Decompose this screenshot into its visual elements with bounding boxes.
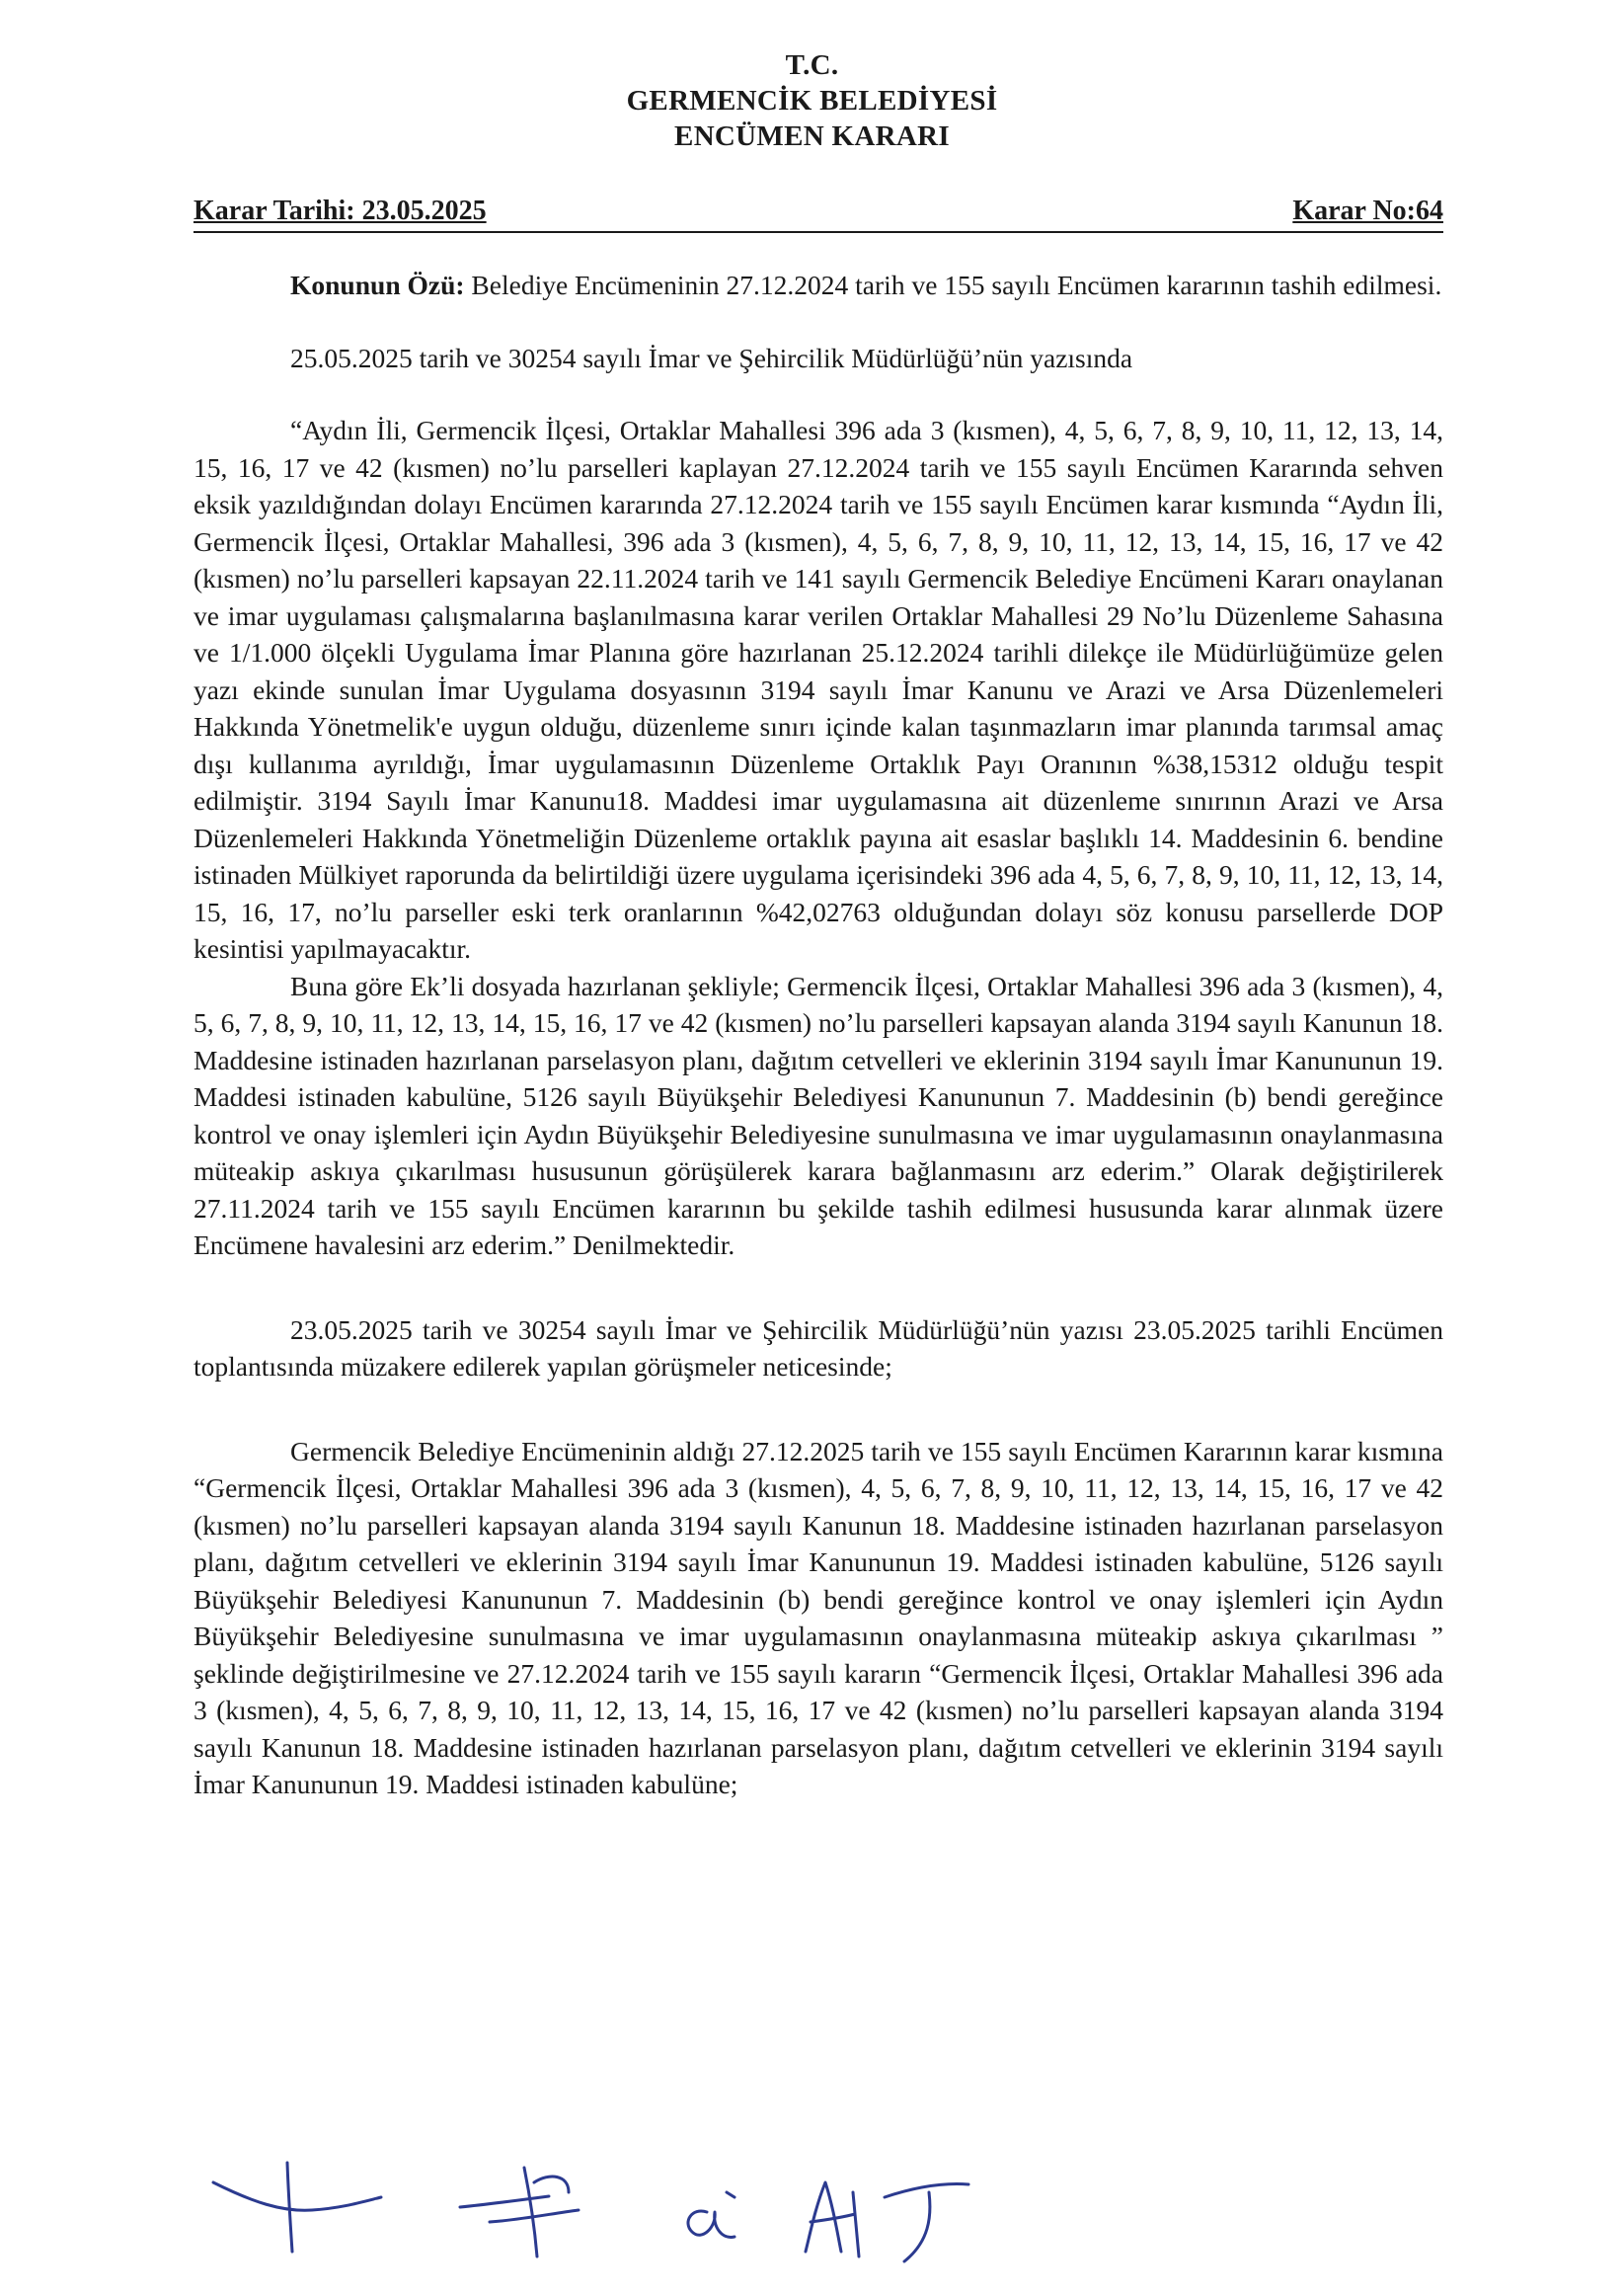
signature-5 [885, 2184, 968, 2261]
signature-3 [688, 2192, 735, 2237]
signature-marks [193, 2153, 1003, 2271]
document-header [0, 47, 1624, 154]
signature-4 [806, 2182, 859, 2256]
paragraph-4: 23.05.2025 tarih ve 30254 sayılı İmar ve Şehircilik Müdürlüğü’nün yazısı 23.05.2025 tarihli Encümen toplantısında müzakere edilerek yapılan görüşmeler neticesinde; [193, 1313, 1443, 1382]
signatures [193, 2153, 1003, 2271]
paragraph-5: Germencik Belediye Encümeninin aldığı 27.12.2025 tarih ve 155 sayılı Encümen Kararının karar kısmına “Germencik İlçesi, Ortaklar Mahallesi 396 ada 3 (kısmen), 4, 5, 6, 7, 8, 9, 10, 11, 12, 13, 14, 15, 16, 17 ve 42 (kısmen) no’lu parselleri kapsayan alanda 3194 sayılı Kanunun 18. Maddesine istinaden hazırlanan parselasyon planı, dağıtım cetvelleri ve eklerinin 3194 sayılı İmar Kanununun 19. Maddesi istinaden kabulüne, 5126 sayılı Büyükşehir Belediyesi Kanununun 7. Maddesinin (b) bendi gereğince kontrol ve onay işlemleri için Aydın Büyükşehir Belediyesine sunulmasına ve imar uygulamasının onaylanmasına müteakip askıya çıkarılması ” şeklinde değiştirilmesine ve 27.12.2024 tarih ve 155 sayılı kararın “Germencik İlçesi, Ortaklar Mahallesi 396 ada 3 (kısmen), 4, 5, 6, 7, 8, 9, 10, 11, 12, 13, 14, 15, 16, 17 ve 42 (kısmen) no’lu parselleri kapsayan alanda 3194 sayılı Kanunun 18. Maddesine istinaden hazırlanan parselasyon planı, dağıtım cetvelleri ve eklerinin 3194 sayılı İmar Kanununun 19. Maddesi istinaden kabulüne; [193, 1435, 1443, 1799]
paragraph-3: Buna göre Ek’li dosyada hazırlanan şekliyle; Germencik İlçesi, Ortaklar Mahallesi 396 ada 3 (kısmen), 4, 5, 6, 7, 8, 9, 10, 11, 12, 13, 14, 15, 16, 17 ve 42 (kısmen) no’lu parselleri kapsayan alanda 3194 sayılı Kanunun 18. Maddesine istinaden hazırlanan parselasyon planı, dağıtım cetvelleri ve eklerinin 3194 sayılı İmar Kanununun 19. Maddesi istinaden kabulüne, 5126 sayılı Büyükşehir Belediyesi Kanununun 7. Maddesinin (b) bendi gereğince kontrol ve onay işlemleri için Aydın Büyükşehir Belediyesine sunulmasına ve imar uygulamasının onaylanmasına müteakip askıya çıkarılması hususunun görüşülerek karara bağlanmasını arz ederim.” Olarak değiştirilerek 27.11.2024 tarih ve 155 sayılı Encümen kararının bu şekilde tashih edilmesi hususunda karar alınmak üzere Encümene havalesini arz ederim.” Denilmektedir. [193, 970, 1443, 1260]
decision-meta-row [193, 194, 1443, 233]
signature-1 [213, 2163, 381, 2252]
decision-date: Karar Tarihi: 23.05.2025 [193, 196, 487, 226]
decision-number: Karar No:64 [1292, 196, 1443, 226]
subject-paragraph [193, 267, 1443, 304]
signature-2 [460, 2168, 579, 2256]
paragraph-2: “Aydın İli, Germencik İlçesi, Ortaklar Mahallesi 396 ada 3 (kısmen), 4, 5, 6, 7, 8, 9, 10, 11, 12, 13, 14, 15, 16, 17 ve 42 (kısmen) no’lu parselleri kaplayan 27.12.2024 tarih ve 155 sayılı Encümen Kararında sehven eksik yazıldığından dolayı Encümen kararında 27.12.2024 tarih ve 155 sayılı Encümen karar kısmında “Aydın İli, Germencik İlçesi, Ortaklar Mahallesi, 396 ada 3 (kısmen), 4, 5, 6, 7, 8, 9, 10, 11, 12, 13, 14, 15, 16, 17 ve 42 (kısmen) no’lu parselleri kapsayan 22.11.2024 tarih ve 141 sayılı Germencik Belediye Encümeni Kararı onaylanan ve imar uygulaması çalışmalarına başlanılmasına karar verilen Ortaklar Mahallesi 29 No’lu Düzenleme Sahasına ve 1/1.000 ölçekli Uygulama İmar Planına göre hazırlanan 25.12.2024 tarihli dilekçe ile Müdürlüğümüze gelen yazı ekinde sunulan İmar Uygulama dosyasının 3194 sayılı İmar Kanunu ve Arazi ve Arsa Düzenlemeleri Hakkında Yönetmelik'e uygun olduğu, düzenleme sınırı içinde kalan taşınmazların imar planında tarımsal amaç dışı kullanıma ayrıldığı, İmar uygulamasının Düzenleme Ortaklık Payı Oranının %38,15312 olduğu tespit edilmiştir. 3194 Sayılı İmar Kanunu18. Maddesi imar uygulamasına ait düzenleme sınırının Arazi ve Arsa Düzenlemeleri Hakkında Yönetmeliğin Düzenleme ortaklık payına ait esaslar başlıklı 14. Maddesinin 6. bendine istinaden Mülkiyet raporunda da belirtildiği üzere uygulama içerisindeki 396 ada 4, 5, 6, 7, 8, 9, 10, 11, 12, 13, 14, 15, 16, 17, no’lu parseller eski terk oranlarının %42,02763 olduğundan dolayı söz konusu parsellerde DOP kesintisi yapılmayacaktır. [193, 415, 1443, 964]
header-country: T.C. [785, 49, 839, 81]
subject-text: Belediye Encümeninin 27.12.2024 tarih ve 155 sayılı Encümen kararının tashih edilmesi. [464, 270, 1442, 300]
header-municipality: GERMENCİK BELEDİYESİ [626, 85, 998, 117]
subject-label: Konunun Özü: [290, 270, 465, 300]
document-body [193, 267, 1443, 1803]
paragraph-1: 25.05.2025 tarih ve 30254 sayılı İmar ve Şehircilik Müdürlüğü’nün yazısında [290, 342, 1133, 373]
header-document-type: ENCÜMEN KARARI [674, 120, 950, 152]
